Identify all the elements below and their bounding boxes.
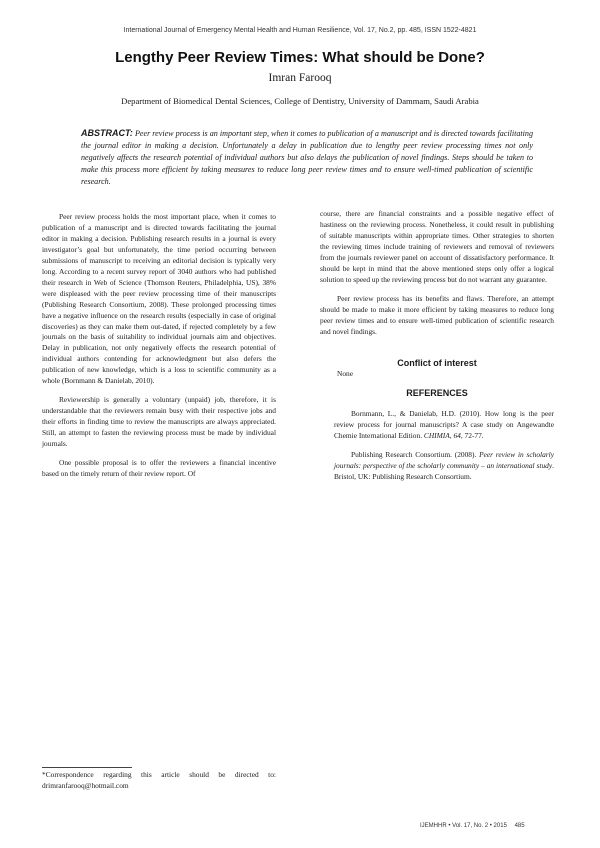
conflict-of-interest-text: None	[337, 369, 354, 379]
body-paragraph: One possible proposal is to offer the reviewers a financial incentive based on the timely return of their review report. Of	[42, 458, 276, 478]
body-paragraph: course, there are financial constraints and a possible negative effect of hastiness on the reviewing process. Nonetheless, it could result in publishing of suitable manuscripts within appropriate times. Other strategies to shorten the reviewing times include training of reviewers and removal of reviewers from the journals reviewer panel on account of dissatisfactory performance. It should be kept in mind that the above mentioned steps only offer a logical solution to speed up the reviewing process but do not warrant any guarantee.	[320, 209, 554, 284]
body-column-left	[42, 212, 276, 488]
references-heading: REFERENCES	[406, 388, 468, 399]
correspondence-footnote: *Correspondence regarding this article should be directed to: drimranfarooq@hotmail.com	[42, 770, 276, 790]
abstract-text: Peer review process is an important step, when it comes to publication of a manuscript and is directed towards facilitating the journal editor in making a decision. Unfortunately a delay in publication due to lengthy peer review processing times not only negatively affects the research potential of individual authors but also delays the publication of novel findings. Steps should be taken to make this process more efficient by taking measures to reduce long peer review times and to ensure well-timed publication of scientific research.	[81, 129, 533, 186]
page-footer	[420, 823, 570, 829]
body-paragraph: Peer review process has its benefits and flaws. Therefore, an attempt should be made to make it more efficient by taking measures to reduce long peer review times and to ensure well-timed publication of scientific research and novel findings.	[320, 293, 554, 336]
footer-journal-info: IJEMHHR • Vol. 17, No. 2 • 2015	[420, 823, 507, 829]
abstract	[81, 128, 533, 188]
body-paragraph: Peer review process holds the most important place, when it comes to publication of a manuscript and is directed towards facilitating the journal editor in making a decision. Publishing research results in a journal is every investigator’s goal but unfortunately, the time period occurring between submissions of manuscript to receiving an editorial decision is typically very long. According to a recent survey report of 3040 authors who had published their research in Web of Science (Thomson Reuters, Philadelphia, US), 38% were displeased with the peer review processing time of their manuscripts (Publishing Research Consortium, 2008). These prolonged processing times have a negative influence on the research results (especially in case of original discoveries) as they can make them out-dated, if rejected completely by a few journals on the basis of suitability to individual journals aim and objectives. Delay in publication, not only negatively effects the research potential of individual authors contending for acknowledgment but also defers the publication of new knowledge, which is a loss to scientific community as a whole (Bornmann & Danielab, 2010).	[42, 212, 276, 386]
reference-item: Publishing Research Consortium. (2008). Peer review in scholarly journals: perspective of the scholarly community – an international study. Bristol, UK: Publishing Research Consortium.	[334, 450, 554, 482]
page-number: 485	[514, 823, 525, 829]
reference-item: Bornmann, L., & Danielab, H.D. (2010). How long is the peer review process for journal manuscripts? A case study on Angewandte Chemie International Edition. CHIMIA, 64, 72-77.	[334, 409, 554, 441]
article-title: Lengthy Peer Review Times: What should be Done?	[115, 49, 485, 66]
abstract-label: ABSTRACT:	[81, 128, 133, 138]
body-paragraph: Reviewership is generally a voluntary (unpaid) job, therefore, it is understandable that the reviewers remain busy with their respective jobs and their efforts in finding time to review the manuscripts are always appreciated. Still, an attempt to fasten the reviewing process must be made by individual journals.	[42, 395, 276, 449]
conflict-of-interest-heading: Conflict of interest	[397, 358, 477, 369]
body-column-right	[320, 209, 554, 491]
author-affiliation: Department of Biomedical Dental Sciences, College of Dentistry, University of Dammam, Saudi Arabia	[121, 96, 479, 106]
footnote-divider	[42, 767, 132, 768]
journal-header: International Journal of Emergency Mental Health and Human Resilience, Vol. 17, No.2, pp. 485, ISSN 1522-4821	[123, 27, 477, 34]
author-name: Imran Farooq	[268, 72, 332, 84]
